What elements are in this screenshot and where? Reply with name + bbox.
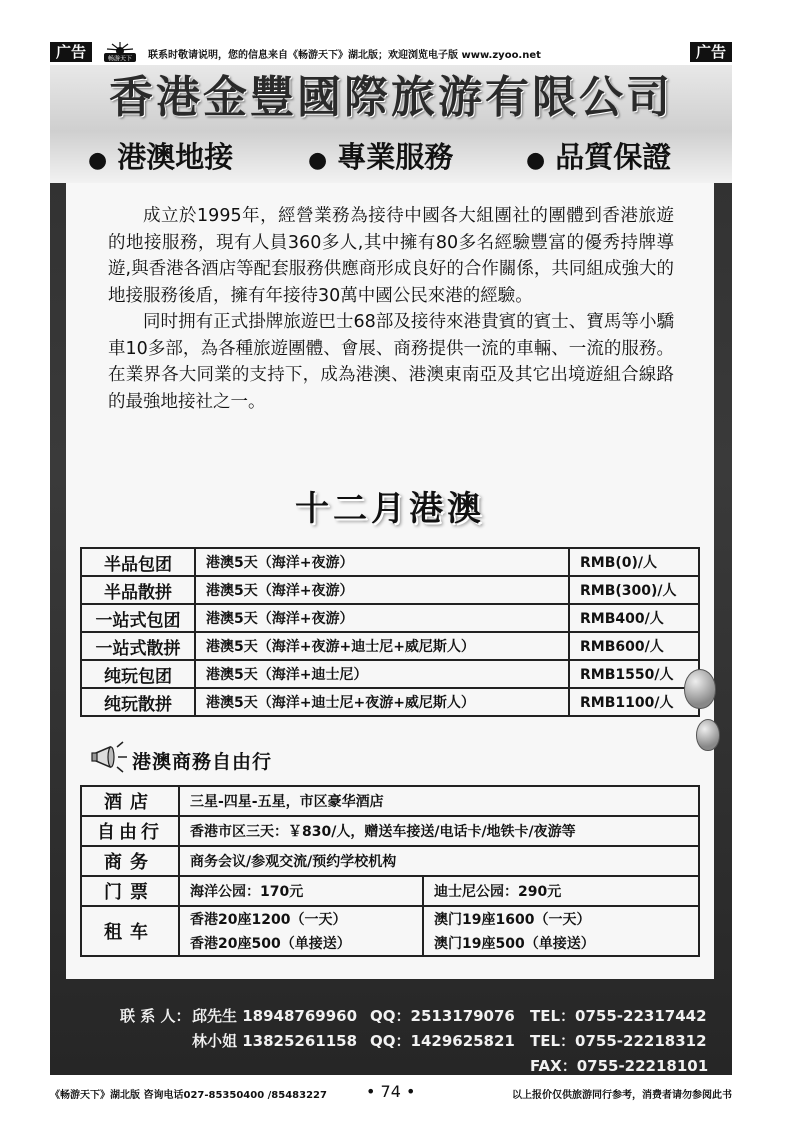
contact-label: 联 系 人：: [120, 1007, 191, 1025]
table-row: [81, 786, 699, 816]
table-row: [81, 906, 699, 931]
tour-price: RMB1100/人: [569, 688, 699, 716]
table-row: [81, 548, 699, 576]
tour-price: RMB(0)/人: [569, 548, 699, 576]
table-row: [81, 632, 699, 660]
balloon-icon: [684, 669, 716, 709]
tour-route: 港澳5天（海洋+夜游）: [195, 576, 569, 604]
table-row: [81, 576, 699, 604]
ad-label-left: 广告: [50, 42, 92, 62]
free-travel-value: 香港市区三天：￥830/人，赠送车接送/电话卡/地铁卡/夜游等: [179, 816, 699, 846]
tour-type: 一站式散拼: [81, 632, 195, 660]
slogan-text: 品質保證: [555, 140, 672, 174]
business-table: [80, 785, 700, 957]
table-row: [81, 688, 699, 716]
business-section-title: 港澳商務自由行: [132, 751, 273, 773]
table-row: [81, 604, 699, 632]
megaphone-icon: [90, 739, 130, 775]
rental-label: 租车: [81, 906, 179, 956]
company-banner: [50, 65, 732, 131]
tour-price: RMB400/人: [569, 604, 699, 632]
tour-route: 港澳5天（海洋+夜游+迪士尼+威尼斯人）: [195, 632, 569, 660]
contact-section: [50, 981, 732, 1075]
page-footer: [50, 1082, 732, 1102]
business-label: 商务: [81, 846, 179, 876]
hotel-label: 酒店: [81, 786, 179, 816]
bullet-icon: ●: [526, 148, 546, 173]
ticket-label: 门票: [81, 876, 179, 906]
tour-price: RMB(300)/人: [569, 576, 699, 604]
table-row: [81, 846, 699, 876]
tour-route: 港澳5天（海洋+夜游）: [195, 604, 569, 632]
contact-person-1: 邱先生 18948769960: [192, 1007, 358, 1025]
table-row: [81, 660, 699, 688]
top-strip: [50, 40, 732, 64]
contact-qq-1: QQ：2513179076: [370, 1007, 515, 1025]
slogan-item: [526, 131, 671, 183]
tour-route: 港澳5天（海洋+夜游）: [195, 548, 569, 576]
tour-type: 半品散拼: [81, 576, 195, 604]
slogan-item: [88, 131, 233, 183]
business-value: 商务会议/参观交流/预约学校机构: [179, 846, 699, 876]
main-panel: [66, 183, 714, 979]
contact-person-2: 林小姐 13825261158: [192, 1032, 358, 1050]
contact-tel-2: TEL：0755-22218312: [530, 1032, 707, 1050]
balloon-icon: [696, 719, 720, 751]
rental-hk-transfer: 香港20座500（单接送）: [179, 931, 423, 956]
rental-mo-day: 澳门19座1600（一天）: [423, 906, 699, 931]
slogan-bar: [50, 131, 732, 183]
ticket-disney: 迪士尼公园：290元: [423, 876, 699, 906]
business-section-header: [90, 735, 300, 779]
promo-title: 十二月港澳: [295, 489, 485, 529]
hotel-value: 三星-四星-五星，市区豪华酒店: [179, 786, 699, 816]
ticket-ocean-park: 海洋公园：170元: [179, 876, 423, 906]
ad-label-right: 广告: [690, 42, 732, 62]
tour-type: 纯玩散拼: [81, 688, 195, 716]
bullet-icon: ●: [308, 148, 328, 173]
tour-route: 港澳5天（海洋+迪士尼+夜游+威尼斯人）: [195, 688, 569, 716]
tour-type: 纯玩包团: [81, 660, 195, 688]
company-name: 香港金豐國際旅游有限公司: [109, 72, 673, 123]
ad-poster: [50, 65, 732, 1075]
intro-paragraph: 同时拥有正式掛牌旅遊巴士68部及接待來港貴賓的賓士、寶馬等小驕車10多部，為各種旅遊團體、會展、商務提供一流的車輛、一流的服務。在業界各大同業的支持下，成為港澳、港澳東南亞及其它出境遊組合線路的最強地接社之一。: [108, 312, 674, 412]
tour-type: 半品包团: [81, 548, 195, 576]
rental-mo-transfer: 澳门19座500（单接送）: [423, 931, 699, 956]
slogan-text: 港澳地接: [117, 140, 234, 174]
table-row: [81, 816, 699, 846]
page-number: • 74 •: [366, 1082, 416, 1101]
contact-qq-2: QQ：1429625821: [370, 1032, 515, 1050]
free-travel-label: 自由行: [81, 816, 179, 846]
tour-type: 一站式包团: [81, 604, 195, 632]
price-table: [80, 547, 700, 717]
magazine-logo-text: 畅游天下: [107, 55, 133, 63]
rental-hk-day: 香港20座1200（一天）: [179, 906, 423, 931]
footer-disclaimer: 以上报价仅供旅游同行参考，消费者请勿参阅此书: [512, 1090, 732, 1101]
contact-fax: FAX：0755-22218101: [530, 1057, 709, 1075]
slogan-text: 專業服務: [337, 140, 454, 174]
footer-magazine-info: 《畅游天下》湖北版 咨询电话027-85350400 /85483227: [50, 1090, 327, 1101]
bullet-icon: ●: [88, 148, 108, 173]
magazine-logo-icon: [100, 40, 140, 64]
tour-route: 港澳5天（海洋+迪士尼）: [195, 660, 569, 688]
table-row: [81, 876, 699, 906]
contact-tel-1: TEL：0755-22317442: [530, 1007, 707, 1025]
intro-paragraph: 成立於1995年，經營業務為接待中國各大組團社的團體到香港旅遊的地接服務，現有人員360多人,其中擁有80多名經驗豐富的優秀持牌導遊,與香港各酒店等配套服務供應商形成良好的合作關係，共同組成強大的地接服務後盾，擁有年接待30萬中國公民來港的經驗。: [108, 206, 674, 306]
tour-price: RMB1550/人: [569, 660, 699, 688]
tour-price: RMB600/人: [569, 632, 699, 660]
header-notice: 联系时敬请说明，您的信息来自《畅游天下》湖北版；欢迎浏览电子版 www.zyoo.net: [148, 50, 541, 61]
slogan-item: [308, 131, 453, 183]
company-intro: [108, 203, 674, 415]
